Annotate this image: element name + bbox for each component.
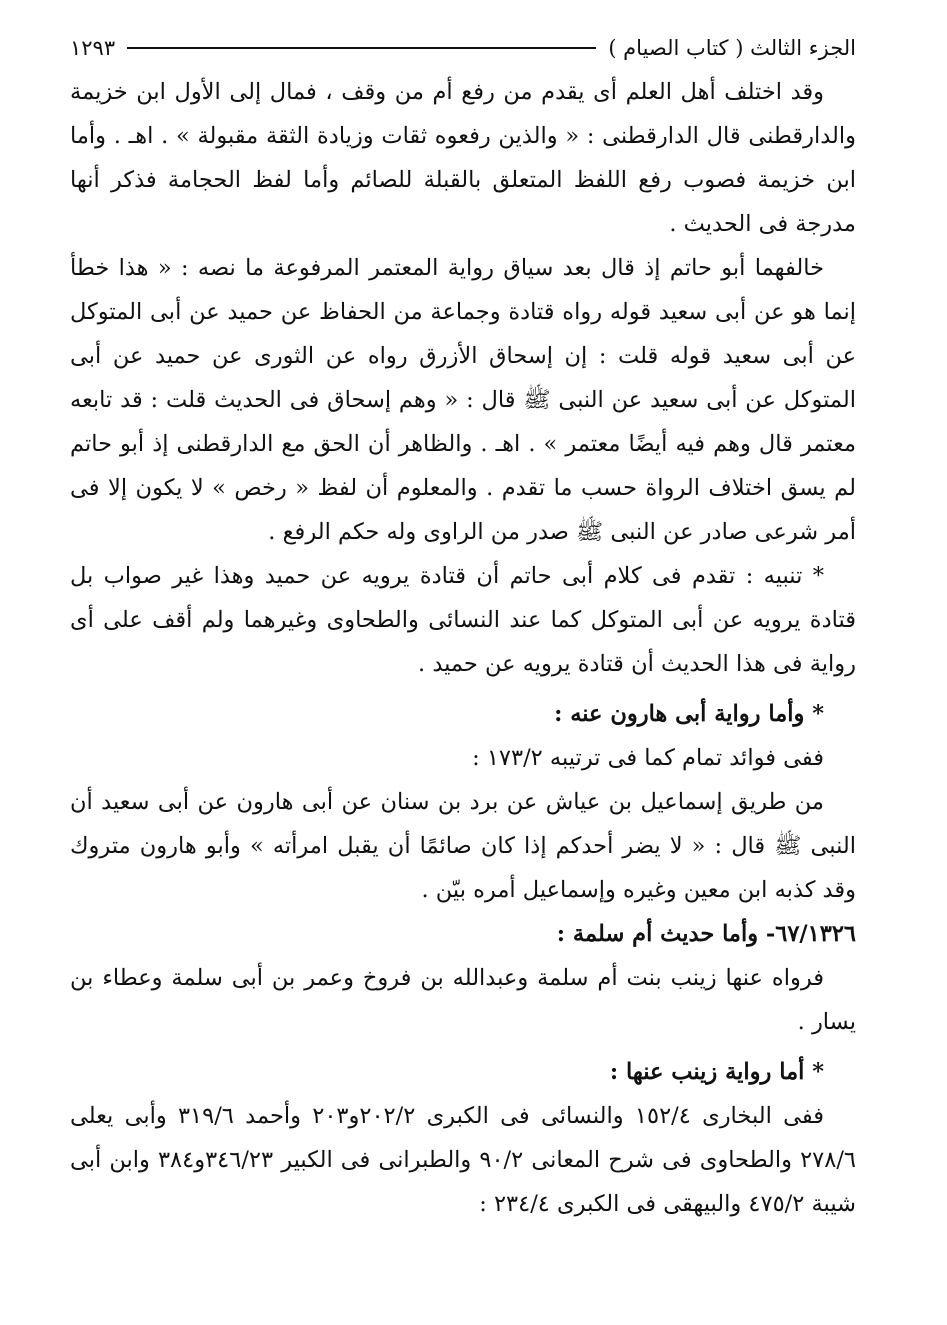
running-header <box>70 28 856 68</box>
paragraph-narrators-disagreement: وقد اختلف أهل العلم أى يقدم من رفع أم من وقف ، فمال إلى الأول ابن خزيمة والدارقطنى قال الدارقطنى : « والذين رفعوه ثقات وزيادة الثقة مقبولة » . اهـ . وأما ابن خزيمة فصوب رفع اللفظ المتعلق بالقبلة للصائم وأما لفظ الحجامة فذكر أنها مدرجة فى الحديث . <box>70 79 856 237</box>
paragraph-ismail-chain: من طريق إسماعيل بن عياش عن برد بن سنان عن أبى هارون عن أبى سعيد أن النبى ﷺ قال : « لا يضر أحدكم إذا كان صائمًا أن يقبل امرأته » وأبو هارون متروك وقد كذبه ابن معين وغيره وإسماعيل أمره بيّن . <box>70 789 856 903</box>
running-title: الجزء الثالث ( كتاب الصيام ) <box>608 36 856 60</box>
document-page <box>70 28 856 1226</box>
paragraph-note: * تنبيه : تقدم فى كلام أبى حاتم أن قتادة يرويه عن حميد وهذا غير صواب بل قتادة يرويه عن أبى المتوكل كما عند النسائى والطحاوى وغيرهما ولم أقف على أى رواية فى هذا الحديث أن قتادة يرويه عن حميد . <box>70 563 856 677</box>
heading-zaynab-narration: * أما رواية زينب عنها : <box>609 1059 824 1085</box>
page-number: ١٢٩٣ <box>70 36 116 60</box>
header-rule <box>127 47 596 49</box>
paragraph-umm-salama-narrators: فرواه عنها زينب بنت أم سلمة وعبدالله بن فروخ وعمر بن أبى سلمة وعطاء بن يسار . <box>70 965 856 1035</box>
paragraph-tammam-source: ففى فوائد تمام كما فى ترتيبه ١٧٣/٢ : <box>472 745 824 771</box>
heading-abu-harun-narration: * وأما رواية أبى هارون عنه : <box>554 701 824 727</box>
heading-umm-salama-hadith: ٦٧/١٣٢٦- وأما حديث أم سلمة : <box>556 921 856 947</box>
paragraph-sources-list: ففى البخارى ١٥٢/٤ والنسائى فى الكبرى ٢٠٢/٢و٢٠٣ وأحمد ٣١٩/٦ وأبى يعلى ٢٧٨/٦ والطحاوى فى شرح المعانى ٩٠/٢ والطبرانى فى الكبير ٣٤٦/٢٣و٣٨٤ وابن أبى شيبة ٤٧٥/٢ والبيهقى فى الكبرى ٢٣٤/٤ : <box>70 1103 857 1217</box>
paragraph-abu-hatim-objection: خالفهما أبو حاتم إذ قال بعد سياق رواية المعتمر المرفوعة ما نصه : « هذا خطأ إنما هو عن أبى سعيد قوله رواه قتادة وجماعة من الحفاظ عن حميد عن أبى المتوكل عن أبى سعيد قوله قلت : إن إسحاق الأزرق رواه عن الثورى عن حميد عن أبى المتوكل عن أبى سعيد عن النبى ﷺ قال : « وهم إسحاق فى الحديث قلت : قد تابعه معتمر قال وهم فيه أيضًا معتمر » . اهـ . والظاهر أن الحق مع الدارقطنى إذ أبو حاتم لم يسق اختلاف الرواة حسب ما تقدم . والمعلوم أن لفظ « رخص » لا يكون إلا فى أمر شرعى صادر عن النبى ﷺ صدر من الراوى وله حكم الرفع . <box>70 255 856 545</box>
